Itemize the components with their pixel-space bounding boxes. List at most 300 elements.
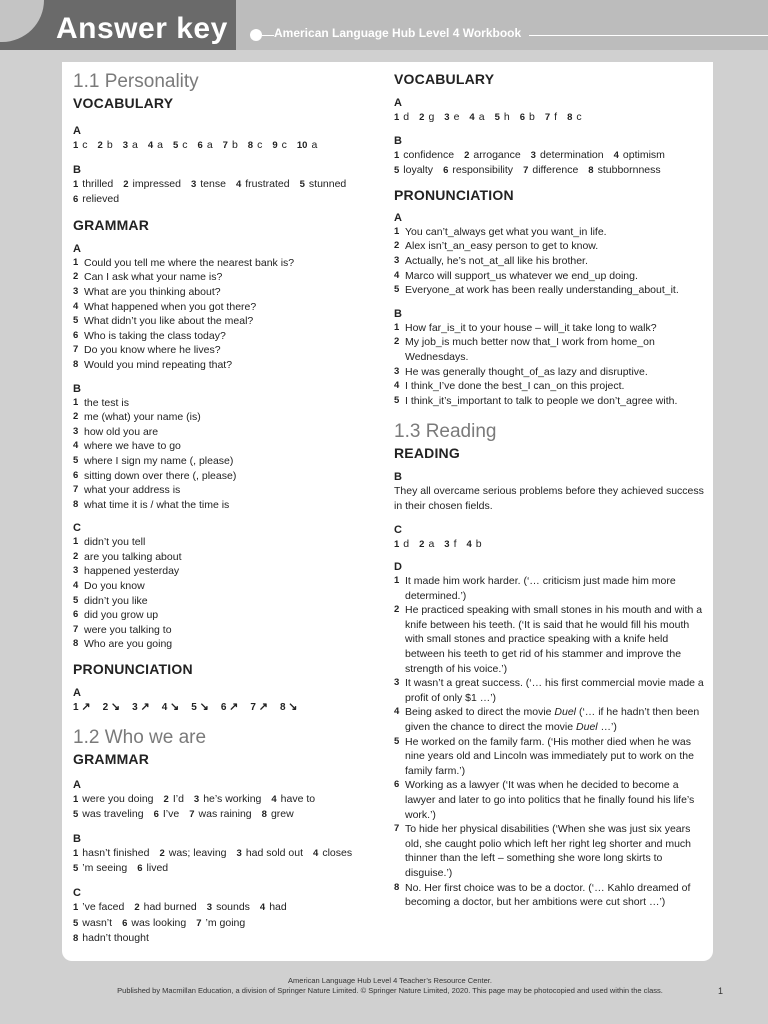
answer-list bbox=[73, 535, 373, 652]
item-number: 8 bbox=[73, 933, 79, 945]
list-item bbox=[73, 498, 373, 513]
answer-row bbox=[394, 163, 706, 179]
answer-row bbox=[73, 900, 373, 916]
item-number: 8 bbox=[73, 498, 79, 510]
list-item bbox=[394, 394, 706, 409]
list-item bbox=[73, 410, 373, 425]
answer-item bbox=[148, 139, 163, 151]
list-item bbox=[73, 396, 373, 411]
item-number: 4 bbox=[73, 580, 79, 592]
item-number: 1 bbox=[73, 178, 79, 190]
list-item bbox=[73, 564, 373, 579]
arrow-glyph: ↘ bbox=[288, 701, 298, 714]
answer-text: were you doing bbox=[82, 792, 154, 805]
item-number: 6 bbox=[73, 194, 79, 206]
item-number: 1 bbox=[73, 793, 79, 805]
answer-text: what time it is / what the time is bbox=[84, 498, 230, 511]
answer-list bbox=[394, 321, 706, 409]
answer-item bbox=[443, 164, 513, 176]
answer-text: I’d bbox=[172, 792, 184, 805]
item-number: 6 bbox=[137, 863, 143, 875]
item-number: 6 bbox=[73, 609, 79, 621]
answer-item bbox=[237, 847, 304, 859]
item-number: 4 bbox=[613, 149, 619, 161]
answer-text: hasn’t finished bbox=[82, 846, 150, 859]
item-number: 8 bbox=[247, 140, 254, 151]
answer-item bbox=[123, 178, 181, 190]
movie-title: Duel bbox=[576, 721, 598, 734]
answer-item bbox=[236, 178, 290, 190]
answer-text: g bbox=[428, 111, 435, 123]
item-number: 2 bbox=[159, 847, 165, 859]
answer-text: a bbox=[478, 111, 485, 123]
answer-row bbox=[73, 861, 373, 877]
item-number: 5 bbox=[172, 140, 179, 151]
item-number: 2 bbox=[123, 178, 129, 190]
answer-text: What didn’t you like about the meal? bbox=[84, 315, 254, 328]
list-item bbox=[73, 343, 373, 358]
item-number: 6 bbox=[220, 702, 230, 714]
item-number: 7 bbox=[523, 165, 529, 177]
list-item bbox=[73, 454, 373, 469]
answer-text: where I sign my name (, please) bbox=[84, 454, 234, 467]
list-item bbox=[73, 329, 373, 344]
answer-text: wasn’t bbox=[82, 916, 113, 929]
arrow-glyph: ↗ bbox=[258, 701, 268, 714]
unit-title: 1.2 Who we are bbox=[73, 726, 207, 748]
arrow-glyph: ↘ bbox=[110, 701, 121, 714]
arrow-glyph: ↗ bbox=[140, 701, 150, 714]
answer-item bbox=[469, 111, 484, 123]
answer-row bbox=[394, 110, 706, 126]
item-number: 7 bbox=[73, 484, 79, 496]
page-title: Answer key bbox=[56, 12, 228, 45]
answer-text: didn’t you like bbox=[84, 594, 148, 607]
answer-item bbox=[191, 178, 226, 190]
answer-text: To hide her physical disabilities (‘When she was just six years old, she caught polio which left her right leg shorter and much thinner than the left – something she wore long skirts to disguise.’) bbox=[405, 823, 691, 879]
answer-text: Everyone_at work has been really understanding_about_it. bbox=[405, 284, 679, 297]
rising-arrow-icon bbox=[73, 700, 91, 716]
answer-item bbox=[271, 793, 315, 805]
answer-item bbox=[73, 932, 149, 944]
answer-text: d bbox=[403, 537, 410, 550]
exercise-label: A bbox=[394, 211, 402, 224]
answer-text: was traveling bbox=[82, 808, 144, 821]
answer-item bbox=[73, 793, 154, 805]
answer-row bbox=[73, 916, 373, 932]
answer-item bbox=[189, 808, 251, 820]
exercise-label: D bbox=[394, 561, 402, 574]
list-item bbox=[73, 300, 373, 315]
answer-row bbox=[73, 792, 373, 808]
answer-text: arrogance bbox=[473, 148, 521, 161]
answer-item bbox=[614, 149, 665, 161]
answer-list bbox=[394, 574, 706, 910]
answer-item bbox=[164, 793, 184, 805]
item-number: 5 bbox=[299, 178, 305, 190]
list-item bbox=[394, 365, 706, 380]
answer-row bbox=[394, 148, 706, 164]
item-number: 4 bbox=[394, 269, 400, 281]
answer-text: Do you know where he lives? bbox=[84, 344, 221, 357]
list-item bbox=[73, 550, 373, 565]
list-item bbox=[73, 439, 373, 454]
item-number: 3 bbox=[444, 538, 450, 550]
item-number: 5 bbox=[494, 112, 500, 123]
item-number: 2 bbox=[73, 271, 79, 283]
answer-text: a bbox=[206, 139, 213, 151]
answer-text: responsibility bbox=[452, 164, 514, 177]
answer-row bbox=[73, 931, 373, 947]
falling-arrow-icon bbox=[191, 700, 209, 716]
answer-item bbox=[73, 847, 149, 859]
item-number: 2 bbox=[419, 112, 425, 123]
unit-title: 1.1 Personality bbox=[73, 71, 199, 92]
item-number: 10 bbox=[296, 140, 308, 151]
answer-list bbox=[73, 256, 373, 373]
item-number: 3 bbox=[122, 140, 128, 151]
unit-title: 1.3 Reading bbox=[394, 421, 497, 443]
item-number: 4 bbox=[73, 300, 79, 312]
answer-text: b bbox=[106, 139, 113, 151]
answer-text: he’s working bbox=[203, 792, 262, 805]
answer-text: b bbox=[231, 139, 238, 151]
answer-text: impressed bbox=[132, 177, 181, 190]
item-number: 5 bbox=[73, 454, 79, 466]
list-item bbox=[394, 254, 706, 269]
item-number: 6 bbox=[73, 329, 79, 341]
answer-item bbox=[73, 178, 113, 190]
answer-item bbox=[523, 164, 578, 176]
answer-item bbox=[73, 808, 144, 820]
answer-item bbox=[464, 149, 521, 161]
page-number: 1 bbox=[718, 986, 724, 996]
answer-text: was raining bbox=[198, 808, 252, 821]
answer-item bbox=[73, 862, 127, 874]
right-column bbox=[394, 68, 706, 910]
answer-text: e bbox=[453, 111, 460, 123]
answer-item bbox=[173, 139, 188, 151]
answer-item bbox=[419, 111, 434, 123]
answer-item bbox=[198, 139, 213, 151]
answer-item bbox=[272, 139, 287, 151]
item-number: 1 bbox=[394, 321, 400, 333]
item-number: 8 bbox=[567, 112, 573, 123]
answer-item bbox=[262, 808, 294, 820]
answer-text: Would you mind repeating that? bbox=[84, 358, 233, 371]
answer-text: He worked on the family farm. (‘His mother died when he was nine years old and Lincoln was immediately put to work on the family farm.’) bbox=[405, 735, 694, 777]
answer-item bbox=[137, 862, 168, 874]
answer-text: tense bbox=[200, 177, 226, 190]
item-number: 5 bbox=[73, 594, 79, 606]
item-number: 4 bbox=[161, 702, 171, 714]
answer-text: was; leaving bbox=[168, 846, 227, 859]
exercise-label: B bbox=[73, 382, 81, 395]
item-number: 2 bbox=[102, 702, 111, 714]
item-number: 7 bbox=[250, 702, 259, 714]
answer-text: h bbox=[503, 111, 510, 123]
answer-text: He practiced speaking with small stones in his mouth and with a knife between his teeth. (‘It is said that he would fill his mouth with small stones and practice speaking with a knife held between his teeth to get rid of his stammer and improve the strength of his voice.’) bbox=[405, 604, 703, 675]
item-number: 2 bbox=[394, 336, 400, 348]
item-number: 1 bbox=[73, 140, 79, 151]
answer-text: thrilled bbox=[82, 177, 114, 190]
list-item bbox=[73, 535, 373, 550]
answer-item bbox=[73, 193, 119, 205]
exercise-label: B bbox=[394, 471, 402, 484]
item-number: 5 bbox=[394, 165, 400, 177]
item-number: 2 bbox=[419, 538, 425, 550]
answer-row bbox=[73, 192, 373, 208]
section-heading: GRAMMAR bbox=[73, 750, 150, 767]
item-number: 1 bbox=[394, 538, 400, 550]
answer-text: are you talking about bbox=[84, 550, 182, 563]
item-number: 1 bbox=[394, 112, 400, 123]
answer-text: was looking bbox=[131, 916, 187, 929]
exercise-label: A bbox=[73, 778, 81, 791]
item-number: 4 bbox=[271, 793, 277, 805]
item-number: 2 bbox=[464, 149, 470, 161]
item-number: 9 bbox=[272, 140, 278, 151]
answer-text: I think_it’s_important to talk to people we don’t_agree with. bbox=[405, 394, 678, 407]
exercise-label: B bbox=[73, 832, 81, 845]
item-number: 8 bbox=[73, 638, 79, 650]
item-number: 6 bbox=[443, 165, 449, 177]
item-number: 4 bbox=[73, 440, 79, 452]
item-number: 3 bbox=[73, 565, 79, 577]
answer-text: ’ve faced bbox=[82, 901, 125, 913]
answer-text: c bbox=[182, 139, 188, 151]
item-number: 5 bbox=[73, 863, 79, 875]
answer-text: confidence bbox=[403, 148, 455, 161]
list-item bbox=[394, 269, 706, 284]
falling-arrow-icon bbox=[280, 700, 298, 716]
list-item bbox=[394, 225, 706, 240]
answer-text: Marco will support_us whatever we end_up doing. bbox=[405, 269, 638, 282]
item-number: 3 bbox=[73, 285, 79, 297]
item-number: 1 bbox=[73, 536, 79, 548]
answer-item bbox=[567, 111, 582, 123]
list-item bbox=[73, 594, 373, 609]
answer-item bbox=[495, 111, 510, 123]
left-column bbox=[73, 68, 373, 947]
answer-item bbox=[394, 164, 433, 176]
answer-list bbox=[394, 225, 706, 298]
answer-text: c bbox=[576, 111, 582, 123]
answer-item bbox=[73, 901, 124, 913]
item-number: 3 bbox=[444, 112, 450, 123]
arrow-glyph: ↗ bbox=[81, 701, 91, 714]
answer-text: stunned bbox=[308, 177, 347, 190]
answer-text: What happened when you got there? bbox=[84, 300, 257, 313]
item-number: 3 bbox=[394, 365, 400, 377]
answer-text: didn’t you tell bbox=[84, 536, 146, 549]
list-item bbox=[73, 314, 373, 329]
answer-text: Do you know bbox=[84, 580, 145, 593]
list-item: 1 It made him work harder. (‘… criticism just made him more determined.’) bbox=[394, 575, 676, 602]
list-item bbox=[73, 256, 373, 271]
item-number: 8 bbox=[279, 702, 289, 714]
item-number: 1 bbox=[73, 902, 79, 913]
section-heading: VOCABULARY bbox=[73, 95, 174, 111]
answer-text: have to bbox=[280, 792, 316, 805]
answer-text: relieved bbox=[82, 193, 120, 206]
section-heading: PRONUNCIATION bbox=[394, 186, 514, 203]
answer-text: It wasn’t a great success. (‘… his first commercial movie made a profit of only $1 …’) bbox=[405, 677, 704, 704]
answer-item bbox=[122, 917, 186, 929]
answer-item bbox=[394, 538, 409, 550]
answer-item bbox=[545, 111, 557, 123]
exercise-label: A bbox=[73, 242, 81, 255]
list-item bbox=[73, 623, 373, 638]
answer-text: hadn’t thought bbox=[82, 932, 149, 945]
answer-item bbox=[467, 538, 482, 550]
answer-row bbox=[73, 846, 373, 862]
answer-item bbox=[297, 139, 317, 151]
answer-text: stubbornness bbox=[597, 164, 661, 177]
answer-text: difference bbox=[532, 164, 579, 177]
answer-text: frustrated bbox=[245, 177, 290, 190]
answer-text: a bbox=[157, 139, 163, 151]
bullet-dot-icon bbox=[250, 29, 262, 41]
answer-list bbox=[73, 396, 373, 513]
list-item: 8 No. Her first choice was to be a doctor. (‘… Kahlo dreamed of becoming a doctor, but her ambitions were cut short …’) bbox=[394, 881, 691, 909]
item-number: 3 bbox=[190, 178, 197, 190]
answer-text: the test is bbox=[84, 396, 129, 409]
answer-row bbox=[73, 177, 373, 193]
item-number: 4 bbox=[466, 538, 472, 550]
answer-text: had bbox=[269, 901, 287, 913]
footer-line: Published by Macmillan Education, a division of Springer Nature Limited. © Springer Nature Limited, 2020. This page may be photocopied and used within the class. bbox=[117, 986, 663, 995]
exercise-label: A bbox=[394, 97, 402, 109]
answer-item bbox=[154, 808, 180, 820]
section-heading: GRAMMAR bbox=[73, 216, 150, 233]
item-number: 4 bbox=[469, 112, 475, 123]
answer-text: optimism bbox=[622, 148, 665, 161]
item-number: 7 bbox=[73, 344, 79, 356]
list-item bbox=[73, 469, 373, 484]
answer-text: How far_is_it to your house – will_it take long to walk? bbox=[405, 321, 657, 334]
item-number: 2 bbox=[97, 140, 103, 151]
answer-text: happened yesterday bbox=[84, 565, 180, 578]
answer-text: ’m going bbox=[205, 916, 246, 929]
answer-text: (‘… if he hadn’t then been given the chance to direct the movie bbox=[405, 706, 700, 734]
answer-text: c bbox=[281, 139, 287, 151]
answer-text: sitting down over there (, please) bbox=[84, 469, 237, 482]
answer-text: f bbox=[554, 111, 558, 123]
exercise-label: B bbox=[394, 307, 402, 320]
answer-text: lived bbox=[146, 862, 169, 875]
answer-text: determination bbox=[539, 148, 604, 161]
exercise-label: A bbox=[73, 687, 81, 700]
answer-text: a bbox=[311, 139, 318, 151]
answer-text: a bbox=[428, 537, 435, 550]
answer-item bbox=[531, 149, 604, 161]
answer-item bbox=[444, 111, 459, 123]
movie-title: Duel bbox=[554, 706, 577, 719]
list-item bbox=[394, 239, 706, 254]
list-item: 5 He worked on the family farm. (‘His mother died when he was nine years old and Lincoln was immediately put to work on the family farm.’) bbox=[394, 735, 694, 777]
exercise-label: C bbox=[73, 522, 81, 535]
answer-text: …’) bbox=[597, 721, 617, 734]
answer-text: c bbox=[257, 139, 263, 151]
arrow-glyph: ↘ bbox=[170, 701, 180, 714]
item-number: 7 bbox=[73, 623, 79, 635]
answer-item bbox=[194, 793, 261, 805]
answer-text: ’m seeing bbox=[82, 862, 128, 875]
list-item: 3 It wasn’t a great success. (‘… his first commercial movie made a profit of only $1 …’) bbox=[394, 677, 704, 704]
book-title: American Language Hub Level 4 Workbook bbox=[274, 26, 529, 40]
section-heading: VOCABULARY bbox=[394, 71, 495, 87]
list-item bbox=[394, 379, 706, 394]
item-number: 7 bbox=[189, 809, 195, 821]
list-item bbox=[73, 285, 373, 300]
arrow-glyph: ↘ bbox=[199, 701, 209, 714]
answer-item bbox=[248, 139, 263, 151]
item-number: 3 bbox=[236, 847, 242, 859]
item-number: 8 bbox=[588, 165, 594, 177]
item-number: 2 bbox=[73, 550, 79, 562]
answer-text: I’ve bbox=[162, 808, 180, 821]
item-number: 3 bbox=[206, 902, 213, 913]
rising-arrow-icon bbox=[221, 700, 239, 716]
falling-arrow-icon bbox=[103, 700, 121, 716]
item-number: 2 bbox=[394, 240, 400, 252]
answer-item bbox=[300, 178, 347, 190]
list-item bbox=[73, 579, 373, 594]
answer-text: had sold out bbox=[245, 846, 304, 859]
footer bbox=[60, 976, 720, 996]
answer-text: d bbox=[403, 111, 410, 123]
intonation-row bbox=[73, 700, 373, 716]
item-number: 6 bbox=[73, 469, 79, 481]
exercise-label: C bbox=[394, 523, 402, 536]
answer-item bbox=[73, 139, 88, 151]
answer-text: me (what) your name (is) bbox=[84, 411, 201, 424]
answer-row bbox=[73, 807, 373, 823]
list-item bbox=[394, 283, 706, 298]
answer-text: Working as a lawyer (‘It was when he decided to become a lawyer and later to go into politics that he finally found his life’s work.’) bbox=[405, 779, 695, 821]
answer-row bbox=[394, 537, 706, 553]
item-number: 4 bbox=[147, 140, 154, 151]
answer-text: My job_is much better now that_I work from home_on Wednesdays. bbox=[405, 336, 655, 363]
list-item: 6 Working as a lawyer (‘It was when he decided to become a lawyer and later to go into politics that he finally found his life’s work.’) bbox=[394, 779, 695, 821]
section-heading: READING bbox=[394, 445, 460, 462]
item-number: 5 bbox=[394, 394, 400, 406]
list-item bbox=[73, 483, 373, 498]
item-number: 4 bbox=[235, 178, 242, 190]
answer-text: Who are you going bbox=[84, 638, 173, 651]
item-number: 5 bbox=[191, 702, 200, 714]
item-number: 2 bbox=[163, 793, 169, 805]
item-number: 4 bbox=[394, 380, 400, 392]
item-number: 1 bbox=[73, 847, 79, 859]
answer-text: were you talking to bbox=[84, 623, 172, 636]
answer-panel bbox=[62, 62, 713, 961]
exercise-label: C bbox=[73, 887, 81, 899]
list-item bbox=[73, 425, 373, 440]
answer-text: closes bbox=[322, 846, 353, 859]
answer-item bbox=[313, 847, 352, 859]
item-number: 6 bbox=[153, 809, 159, 821]
list-item bbox=[394, 321, 706, 336]
item-number: 4 bbox=[259, 902, 266, 913]
item-number: 3 bbox=[132, 702, 141, 714]
item-number: 1 bbox=[73, 396, 79, 408]
answer-text: did you grow up bbox=[84, 609, 159, 622]
item-number: 7 bbox=[544, 112, 551, 123]
answer-item bbox=[73, 917, 112, 929]
item-number: 1 bbox=[73, 256, 79, 268]
